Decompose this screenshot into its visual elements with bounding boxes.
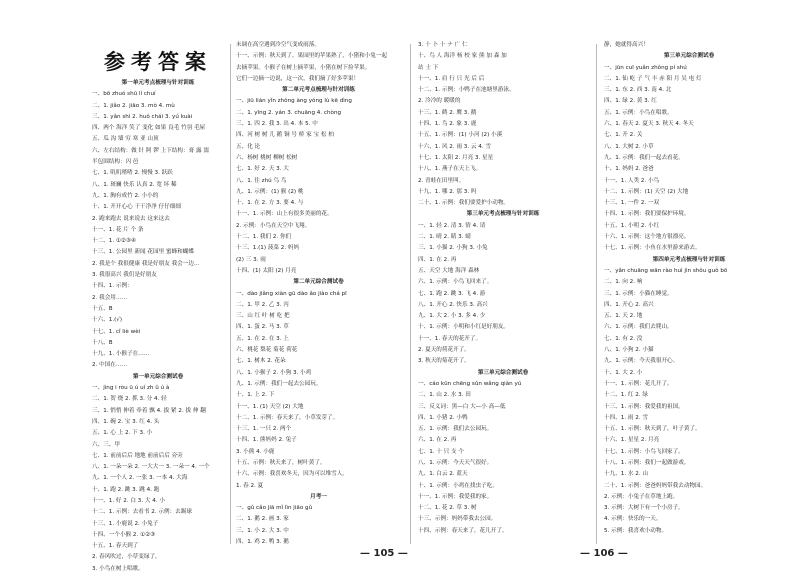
answer-line: 五、1. 示例：我们去公园玩。 bbox=[418, 426, 493, 433]
answer-line: 2. 春风吹过，小草变绿了。 bbox=[92, 554, 161, 561]
answer-line: 十三、1.(1) 菠菜 2. 妈妈 bbox=[236, 245, 300, 252]
section-heading: 第二单元考点梳理与针对训练 bbox=[282, 87, 355, 94]
answer-line: 四、1. 在 2. 再 bbox=[418, 256, 457, 263]
answer-line: 三、1. 示例：小猫在睡觉。 bbox=[604, 290, 673, 297]
answer-line: 六、1. 示例：小鸟飞回来了。 bbox=[418, 279, 493, 286]
answer-line: 十一、1. 春天的花开了。 bbox=[418, 335, 482, 342]
answer-line: 十三、1. 小鹿说 2. 小兔子 bbox=[92, 520, 159, 527]
answer-line: 六、1. 示例：我们去爬山。 bbox=[604, 324, 673, 331]
answer-line: 二、1. 仙 屹 子 气 丰 赤 阳 月 吴 电 灯 bbox=[604, 75, 702, 82]
answer-line: 八、1. 住 zhú 鸟 鸟 bbox=[236, 177, 287, 184]
column-4 bbox=[604, 40, 774, 537]
column-2 bbox=[236, 40, 401, 548]
answer-line: 十五、示例：秋天来了，树叶黄了。 bbox=[236, 459, 326, 466]
answer-line: 二、1. 山 2. 水 3. 田 bbox=[418, 392, 471, 399]
answer-line: 十五、1. 小明 2. 小红 bbox=[604, 222, 660, 229]
answer-line: 十五、1. 示例：秋天到了，叶子黄了。 bbox=[604, 426, 701, 433]
answer-line: 九、1. 示例：今天我很开心。 bbox=[604, 358, 679, 365]
answer-line: 3. 十 卜 十 ナ 广 仁 bbox=[418, 42, 468, 48]
answer-line: 静，她就得高兴！ bbox=[604, 42, 649, 48]
answer-line: 三、1. 小猫 2. 小狗 3. 小兔 bbox=[418, 245, 488, 252]
answer-line: 三、1. yǎn shì 2. huǒ chái 3. yú kuài bbox=[92, 113, 193, 120]
answer-line: 六、1. 春天 2. 夏天 3. 秋天 4. 冬天 bbox=[604, 121, 694, 128]
answer-line: 五、瓜 沟 墙 穷 寒 亚 山顶 bbox=[92, 136, 159, 143]
answer-line: 六、1. 在 2. 再 bbox=[418, 437, 457, 444]
answer-line: 七、1. 开 2. 关 bbox=[604, 132, 643, 139]
answer-line: 去摘苹果。小猴子在树上摘苹果，小猪在树下捡苹果。 bbox=[236, 64, 371, 71]
answer-line: 十一、1. 示例：花儿开了。 bbox=[604, 380, 673, 387]
answer-line: 十三、1. 鹤 2. 鹰 3. 鹅 bbox=[418, 109, 477, 116]
answer-line: 十二、1. 红 2. 绿 bbox=[604, 392, 648, 399]
section-heading: 第三单元综合测试卷 bbox=[663, 53, 715, 60]
answer-line: 六、杨树 桃树 柳树 松树 bbox=[236, 154, 298, 161]
answer-line: 三、1. 四 2. 我 3. 出 4. 本 5. 中 bbox=[236, 121, 318, 128]
answer-line: 十四、(1) 太阳 (2) 月亮 bbox=[236, 267, 297, 274]
answer-line: 未调在高空遇到冷空气变成雨落。 bbox=[236, 42, 320, 48]
answer-line: 2. 我是个 我很健康 我是好朋友 我会一边... bbox=[92, 260, 200, 267]
answer-line: 三、山 红 叶 树 吃 把 bbox=[236, 313, 290, 320]
answer-line: 十二、1. ①②③④ bbox=[92, 238, 136, 245]
answer-line: 2. 夏天的荷花开了。 bbox=[418, 347, 470, 354]
answer-line: 3. 秋天的菊花开了。 bbox=[418, 358, 470, 365]
answer-line: 十八、B bbox=[92, 339, 113, 346]
section-heading: 第四单元考点梳理与针对训练 bbox=[652, 256, 726, 263]
answer-line: 十七、1. 太阳 2. 月亮 3. 星星 bbox=[418, 154, 494, 161]
answer-line: 六、左右结构：做 针 阿 锣 上下结构：膏 露 濡 bbox=[92, 147, 209, 154]
answer-line: 十六、1.(√) bbox=[92, 317, 123, 324]
answer-line: 十七、1. 示例：小鱼在水里游来游去。 bbox=[604, 245, 701, 252]
answer-line: 七、1. 十 只 支 个 bbox=[418, 448, 465, 455]
answer-line: 二、1. 向 2. 响 bbox=[604, 279, 643, 286]
answer-line: 八、1. 小猴子 2. 小狗 3. 小鸡 bbox=[236, 369, 312, 376]
answer-line: 八、1. 大树 2. 小草 bbox=[604, 143, 654, 150]
answer-line: 十四、1. 熊妈妈 2. 兔子 bbox=[236, 437, 297, 444]
answer-line: 九、1. 示例：(1) 猴 (2) 桃 bbox=[236, 188, 304, 195]
answer-line: 半包围结构：闪 邑 bbox=[92, 159, 139, 166]
answer-line: 4. 示例：快乐的一天。 bbox=[604, 516, 662, 523]
section-heading: 第一单元综合测试卷 bbox=[132, 373, 184, 380]
answer-line: 三、1. 东 2. 西 3. 南 4. 北 bbox=[604, 87, 672, 94]
answer-line: 三、反义词：黑—白 大—小 高—低 bbox=[418, 403, 506, 410]
answer-line: 四、1. 鸡 2. 鸭 3. 鹅 bbox=[236, 539, 289, 546]
answer-line: 它们一边摘一边说，这一次，我们摘了好多苹果！ bbox=[236, 75, 360, 82]
page-number-right: — 106 — bbox=[580, 548, 628, 559]
answer-line: 十三、1. 一只 2. 两个 bbox=[236, 426, 292, 433]
answer-line: 二十、1. 示例：我们要爱护小动物。 bbox=[418, 200, 510, 207]
answer-line: 十二、1. 示例：去看书 2. 示例：去踢球 bbox=[92, 509, 192, 516]
answer-line: 五、天空 大地 海洋 森林 bbox=[418, 267, 480, 274]
answer-line: 十四、示例：春天来了，花儿开了。 bbox=[418, 527, 508, 534]
answer-line: 十一、示例：秋天到了，果园里的苹果熟了，小猪和小兔一起 bbox=[236, 53, 388, 60]
answer-line: 十九、1. 水 2. 山 bbox=[604, 471, 648, 478]
answer-line: 1. 春 2. 夏 bbox=[236, 482, 264, 489]
answer-line: 五、1. 在 2. 在 3. 上 bbox=[236, 335, 289, 342]
answer-line: 四、1. 蛋 2. 马 3. 草 bbox=[236, 324, 289, 331]
answer-line: 九、1. 示例：我们一起去公园玩。 bbox=[236, 380, 322, 387]
answer-line: 二、1. 鹅 2. 画 3. 家 bbox=[236, 516, 289, 523]
section-heading: 第三单元考点梳理与针对训练 bbox=[466, 211, 540, 218]
answer-line: 十二、1. 我们 2. 你们 bbox=[236, 234, 292, 241]
answer-line: 十七、1. 示例：小鸟飞回家了。 bbox=[604, 448, 684, 455]
answer-line: 九、1. 胸有成竹 2. 小小的 bbox=[92, 192, 159, 199]
answer-line: 二、1. 甲 2. 乙 3. 丙 bbox=[236, 301, 289, 308]
answer-line: 十七、1. cǐ liè wèi bbox=[92, 328, 141, 335]
answer-line: 五、化 论 bbox=[236, 143, 261, 150]
answer-line: 七、1. 跑 2. 跳 3. 飞 4. 游 bbox=[418, 290, 486, 297]
answer-line: 十五、B bbox=[92, 305, 113, 312]
answer-line: 十三、1. 示例：我爱我的祖国。 bbox=[604, 403, 684, 410]
answer-line: 八、1. 一朵一朵 2. 一大大一 3. 一朵一 4. 一个 bbox=[92, 464, 210, 471]
answer-line: 十九、1. 小猴子在…… bbox=[92, 351, 150, 358]
answer-line: 十三、示例：妈妈带我去公园。 bbox=[418, 516, 497, 523]
answer-line: 八、1. 开心 2. 快乐 3. 高兴 bbox=[418, 301, 488, 308]
answer-line: 十二、1. 示例：春天来了，小草发芽了。 bbox=[236, 414, 339, 421]
answer-line: 十一、1. 示例：我爱我的家。 bbox=[418, 493, 493, 500]
answer-line: 十一、1. 肩 行 只 光 后 后 bbox=[418, 75, 485, 82]
answer-line: 二、1. 贺 烧 2. 抓 3. 分 4. 轻 bbox=[92, 396, 167, 403]
answer-line: 3. 小鸟在树上唱歌。 bbox=[92, 565, 144, 572]
answer-line: 九、1. 白云 2. 蓝天 bbox=[418, 471, 468, 478]
answer-line: 2. 我会用…… bbox=[92, 294, 128, 301]
answer-line: 七、1. 好 2. 天 3. 大 bbox=[236, 166, 289, 173]
answer-line: 八、1. 斑斓 快乐 认真 2. 宽 坏 稀 bbox=[92, 181, 177, 188]
column-divider bbox=[230, 44, 231, 544]
answer-line: 一、jiū lián yǐn zhǒng àng yǒng lù kē dìng bbox=[236, 98, 352, 105]
answer-line: 九、1. 大 2. 小 3. 多 4. 少 bbox=[418, 313, 486, 320]
answer-line: 十一、1. 人类 2. 小鸟 bbox=[604, 177, 660, 184]
answer-line: 5. 示例：我喜欢小动物。 bbox=[604, 527, 668, 534]
answer-line: 十、1. 示例：小鸡在找虫子吃。 bbox=[418, 482, 498, 489]
answer-line: 3. 我很高兴 我们是好朋友 bbox=[92, 272, 157, 279]
answer-line: 四、河 树 树 儿 鹅 铜 号 桥 家 宝 松 柏 bbox=[236, 132, 334, 139]
answer-line: 十四、1. 雨 2. 雪 bbox=[604, 414, 648, 421]
answer-line: 十、1. 在 2. 方 3. 要 4. 与 bbox=[236, 200, 304, 207]
answer-line: 四、1. 绿 2. 黄 3. 红 bbox=[604, 98, 657, 105]
answer-line: 十、1. 妈妈 2. 爸爸 bbox=[604, 166, 654, 173]
answer-line: 十六、1. 示例：这个地方很漂亮。 bbox=[604, 234, 690, 241]
answer-line: 十四、一个小猴 2. ①②③ bbox=[92, 531, 156, 538]
answer-line: 二、1. jiǎo 2. jiāo 3. mò 4. mù bbox=[92, 102, 175, 109]
answer-line: 3. 示例：大树下有一个小房子。 bbox=[604, 505, 684, 512]
answer-line: 十、1. 上 2. 下 bbox=[236, 392, 275, 399]
answer-line: 十一、1. 示例：山上有很多美丽的花。 bbox=[236, 211, 333, 218]
answer-line: 十四、1. 示例：我们要保护环境。 bbox=[604, 211, 690, 218]
answer-line: 十四、1. 鸟 2. 象 3. 鹿 bbox=[418, 121, 477, 128]
answer-line: 十六、1. 风 2. 雨 3. 云 4. 雪 bbox=[418, 143, 491, 150]
answer-line: 十一、1. 花 片 个 条 bbox=[92, 226, 144, 233]
answer-line: 十、1. 大 2. 小 bbox=[604, 369, 643, 376]
answer-line: 十、1. 开开心心 干干净净 仔仔细细 bbox=[92, 204, 181, 211]
answer-line: 八、1. 小狗 2. 小猫 bbox=[604, 347, 654, 354]
answer-line: 十二、1. 示例：(1) 天空 (2) 大地 bbox=[604, 188, 689, 195]
page-number-left: — 105 — bbox=[360, 548, 408, 559]
answer-line: 2. 跑来跑去 说来说去 这来这去 bbox=[92, 215, 170, 222]
answer-line: 一、yǎn chuāng wān rào huì jìn shǒu ɡuǒ bō bbox=[604, 267, 728, 274]
answer-line: 五、1. 心 上 2. 下 3. 小 bbox=[92, 430, 153, 437]
answer-line: 十、1. 跑 2. 跳 3. 跳 4. 跑 bbox=[92, 486, 160, 493]
answer-line: 四、两个 海洋 笑了 变化 如果 良毛 竹羽 毛屋 bbox=[92, 125, 206, 132]
answer-line: 十五、1. 示例：(1) 小河 (2) 小溪 bbox=[418, 132, 503, 139]
answer-line: 一、cáo kūn chēnɡ sǔn wǎnɡ qiàn yú bbox=[418, 380, 522, 387]
answer-line: 十九、1. 哪 2. 那 3. 吗 bbox=[418, 188, 477, 195]
section-heading: 第三单元综合测试卷 bbox=[477, 369, 529, 376]
column-1 bbox=[92, 78, 224, 575]
answer-line: 十三、1. 一件 2. 一双 bbox=[604, 200, 660, 207]
section-heading: 第一单元考点梳理与针对训练 bbox=[121, 80, 195, 86]
column-3 bbox=[418, 40, 588, 537]
answer-line: 七、1. 前前后后 地地 前前后后 旁旁 bbox=[92, 452, 183, 459]
section-heading: 月考一 bbox=[310, 493, 327, 500]
answer-line: 四、1. 小猪 2. 小鸭 bbox=[418, 414, 468, 421]
answer-line: 二十、1. 示例：爸爸妈妈带我去动物园。 bbox=[604, 482, 707, 489]
answer-line: 七、1. 有 2. 没 bbox=[604, 335, 643, 342]
column-divider bbox=[596, 44, 597, 544]
answer-line: 2. 青蛙在田里叫。 bbox=[418, 177, 465, 184]
answer-line: 十二、1. 花 2. 草 3. 树 bbox=[418, 505, 477, 512]
answer-line: (2) 三 3. 雨 bbox=[236, 256, 266, 263]
answer-line: 十三、1. 公园里 新闻 花园里 蜜蜂和蝴蝶 bbox=[92, 249, 194, 256]
answer-line: 十一、1. (1) 天空 (2) 大地 bbox=[236, 403, 304, 410]
answer-line: 2. 示例：小鸟在天空中飞翔。 bbox=[236, 222, 311, 229]
answer-line: 一、bō zhuó shū lí chuí bbox=[92, 91, 156, 98]
answer-line: 十八、1. 示例：我们一起做游戏。 bbox=[604, 459, 690, 466]
answer-line: 十五、1. 春天到了 bbox=[92, 543, 139, 550]
answer-line: 七、1. 树木 2. 花朵 bbox=[236, 358, 286, 365]
answer-line: 二、1. 晴 2. 睛 3. 蜻 bbox=[418, 234, 471, 241]
answer-line: 一、jūn cuī yuǎn zhǒng pí shú bbox=[604, 64, 687, 71]
answer-line: 3. 小熊 4. 小鹿 bbox=[236, 448, 275, 455]
answer-line: 八、1. 示例：今天天气很好。 bbox=[418, 459, 493, 466]
answer-line: 四、1. 开心 2. 高兴 bbox=[604, 301, 654, 308]
answer-line: 一、ɡǔ cǎo jiā mǐ lìn jiāo ɡǔ bbox=[236, 505, 313, 512]
answer-line: 九、1. 示例：我们一起去看花。 bbox=[604, 154, 684, 161]
answer-line: 六、三、甲 bbox=[92, 441, 120, 448]
answer-line: 十四、1. 示例： bbox=[92, 283, 133, 290]
answer-line: 十六、示例：我喜欢冬天，因为可以堆雪人。 bbox=[236, 471, 348, 478]
answer-line: 2. 示例：小兔子在草地上跑。 bbox=[604, 493, 679, 500]
answer-line: 十、1. 示例：小明和小红是好朋友。 bbox=[418, 324, 510, 331]
answer-line: 五、1. 示例：小鸟在唱歌。 bbox=[604, 109, 673, 116]
answer-line: 二、1. yīng 2. yán 3. chuāng 4. chòng bbox=[236, 109, 342, 116]
answer-line: 2. 冷冷的 暖暖的 bbox=[418, 98, 461, 105]
page-title: 参考答案 bbox=[104, 49, 212, 74]
answer-line: 十二、1. 示例：小鸭子在池塘里游泳。 bbox=[418, 87, 515, 94]
answer-line: 三、1. 小 2. 大 3. 中 bbox=[236, 527, 289, 534]
answer-line: 五、1. 天 2. 地 bbox=[604, 313, 643, 320]
answer-line: 七、1. 叽叽喳喳 2. 慢慢 3. 跃跃 bbox=[92, 170, 173, 177]
answer-line: 四、1. 碗 2. 宝 3. 红 4. 头 bbox=[92, 418, 160, 425]
answer-line: 十六、1. 星星 2. 月亮 bbox=[604, 437, 660, 444]
answer-line: 三、1. 悄悄 伸着 牵着 飘 4. 拔 紧 2. 拔 伸 翻 bbox=[92, 407, 206, 414]
answer-line: 十一、1. 好 2. 白 3. 大 4. 小 bbox=[92, 497, 165, 504]
answer-line: 2. 中国在…… bbox=[92, 362, 128, 369]
answer-line: 一、jìng i ròu ū ú uí zh ǔ ú à bbox=[92, 385, 170, 392]
section-heading: 第二单元综合测试卷 bbox=[293, 279, 344, 286]
answer-line: 九、1. 一个人 2. 一张 3. 一本 4. 大海 bbox=[92, 475, 188, 482]
answer-line: 十、鸟 人 海洋 杨 校 家 熊 加 森 加 bbox=[418, 53, 507, 60]
answer-line: 六、桃花 梨花 菊花 荷花 bbox=[236, 347, 298, 354]
answer-line: 站 士 下 bbox=[418, 64, 439, 71]
answer-line: 十八、1. 燕子在天上飞。 bbox=[418, 166, 482, 173]
answer-line: 一、1. 轻 2. 清 3. 情 4. 请 bbox=[418, 222, 486, 229]
answer-line: 一、dào jiǎng xiàn ɡū dào ǎo jiào chá pī bbox=[236, 290, 347, 297]
column-divider bbox=[410, 44, 411, 544]
